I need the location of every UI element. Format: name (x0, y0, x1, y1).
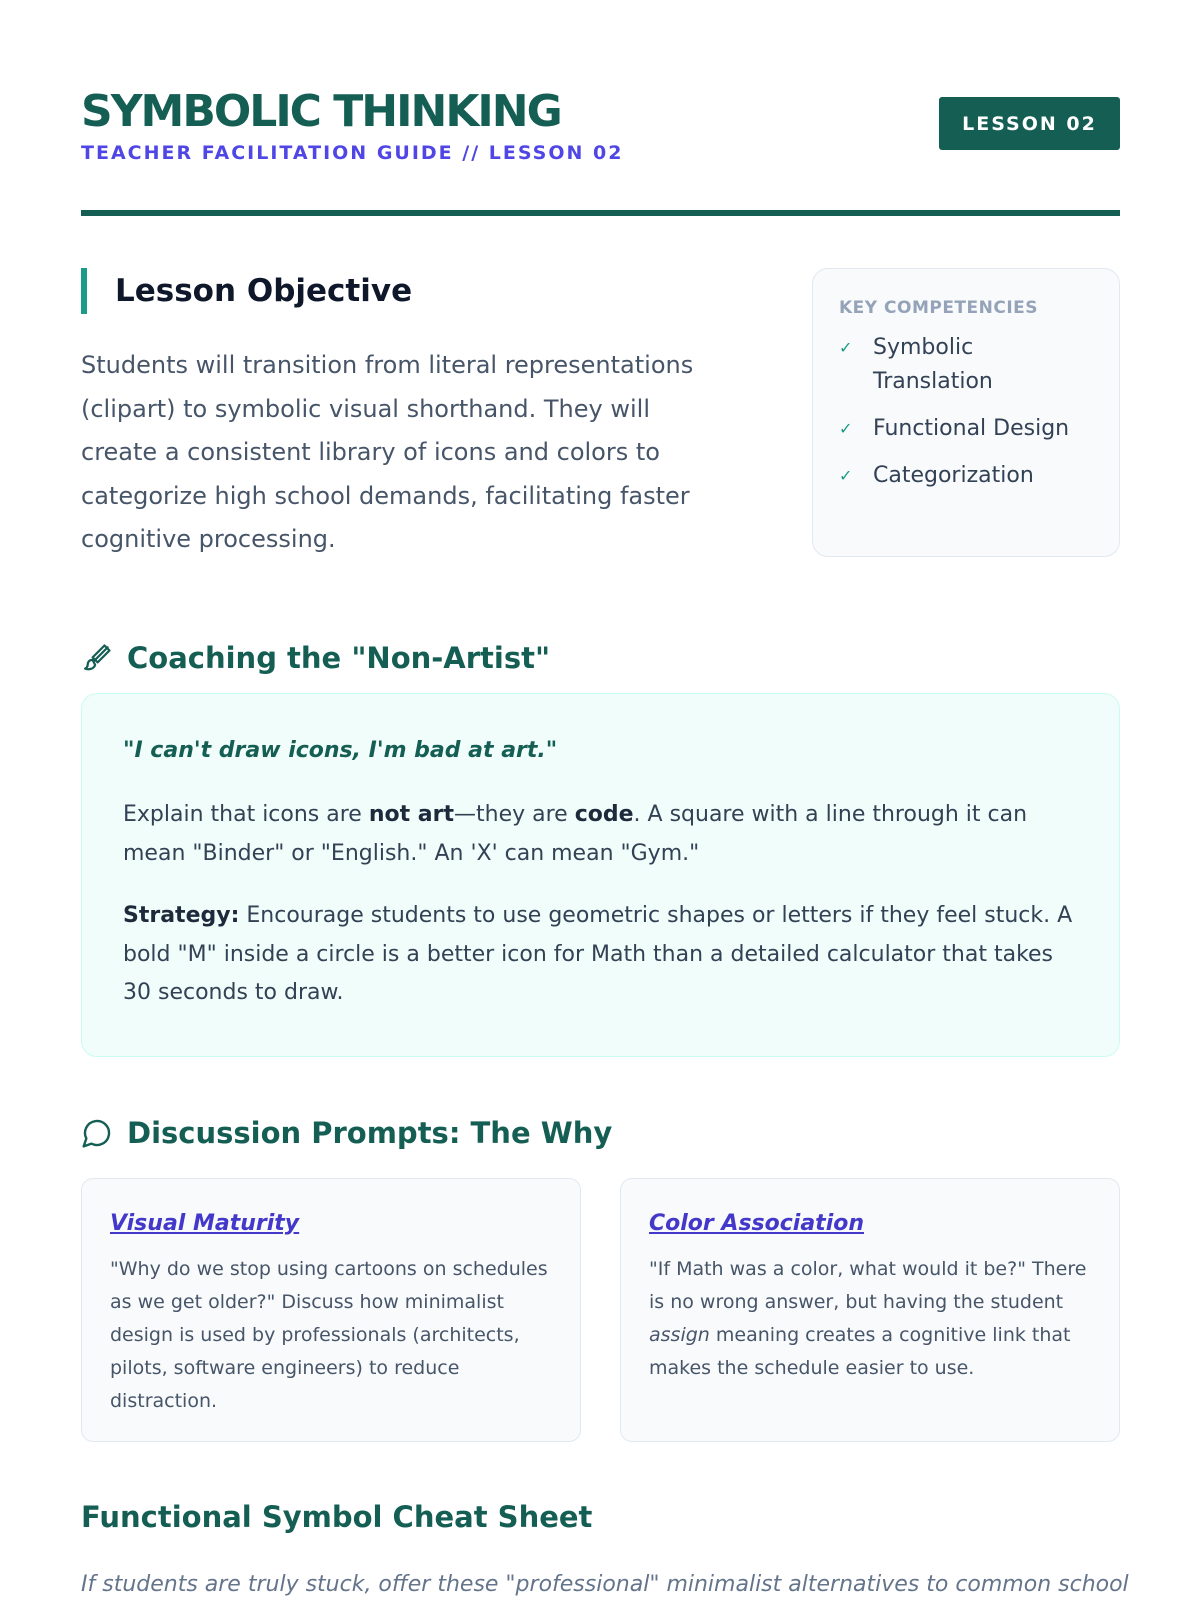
competency-item (839, 459, 1093, 493)
guide-page (81, 0, 1129, 1600)
lesson-badge: LESSON 02 (939, 97, 1120, 150)
checkmark-icon: ✓ (839, 338, 853, 357)
competency-item (839, 412, 1093, 446)
objective-heading: Lesson Objective (81, 268, 412, 314)
emphasis-code: code (574, 802, 634, 827)
competencies-list (839, 331, 1093, 493)
discussion-heading-text: Discussion Prompts: The Why (127, 1116, 613, 1150)
checkmark-icon: ✓ (839, 419, 853, 438)
competency-label: Symbolic Translation (873, 335, 993, 394)
coaching-box (81, 693, 1120, 1057)
competency-label: Categorization (873, 463, 1034, 488)
competencies-title: KEY COMPETENCIES (839, 298, 1039, 318)
text-run: . A square with a line through it can mean "Binder" or "English." An 'X' can mean "Gym." (123, 802, 1028, 866)
text-run: meaning creates a cognitive link that makes the schedule easier to use. (649, 1324, 1071, 1379)
page-subtitle: TEACHER FACILITATION GUIDE // LESSON 02 (81, 142, 624, 164)
cheat-sheet-intro: If students are truly stuck, offer these "professional" minimalist alternatives to common school (81, 1572, 1129, 1597)
strategy-text: Encourage students to use geometric shapes or letters if they feel stuck. A bold "M" inside a circle is a better icon for Math than a detailed calculator that takes 30 seconds to draw. (123, 903, 1073, 1005)
emphasis-not-art: not art (368, 802, 455, 827)
card-title-link[interactable]: Color Association (649, 1211, 865, 1236)
emphasis-assign: assign (649, 1324, 710, 1346)
coaching-heading (81, 638, 550, 678)
discussion-heading (81, 1113, 612, 1153)
coaching-heading-text: Coaching the "Non-Artist" (127, 641, 551, 675)
checkmark-icon: ✓ (839, 466, 853, 485)
objective-text: Students will transition from literal representations (clipart) to symbolic visual shorthand. They will create a consistent library of icons and colors to categorize high school demands, facilitating faster cognitive processing. (81, 351, 694, 553)
discussion-card-color-association (620, 1178, 1120, 1442)
coaching-quote: "I can't draw icons, I'm bad at art." (123, 738, 558, 763)
card-text (649, 1253, 1091, 1385)
page-header (81, 82, 1120, 216)
discussion-card-visual-maturity (81, 1178, 581, 1442)
text-run: —they are (454, 802, 575, 827)
card-title-link[interactable]: Visual Maturity (110, 1211, 300, 1236)
coaching-explanation (123, 796, 1078, 873)
text-run: Explain that icons are (123, 802, 369, 827)
brush-icon (81, 642, 113, 674)
competency-item (839, 331, 1093, 399)
speech-bubble-icon (81, 1117, 113, 1149)
page-title: SYMBOLIC THINKING (81, 86, 561, 137)
card-text: "Why do we stop using cartoons on schedules as we get older?" Discuss how minimalist design is used by professionals (architects, pilots, software engineers) to reduce distraction. (110, 1258, 548, 1412)
text-run: "If Math was a color, what would it be?" There is no wrong answer, but having the student (649, 1258, 1087, 1313)
competency-label: Functional Design (873, 416, 1070, 441)
strategy-label: Strategy: (123, 903, 240, 928)
key-competencies-card (812, 268, 1120, 557)
cheat-sheet-heading: Functional Symbol Cheat Sheet (81, 1500, 593, 1534)
coaching-strategy (123, 897, 1078, 1013)
